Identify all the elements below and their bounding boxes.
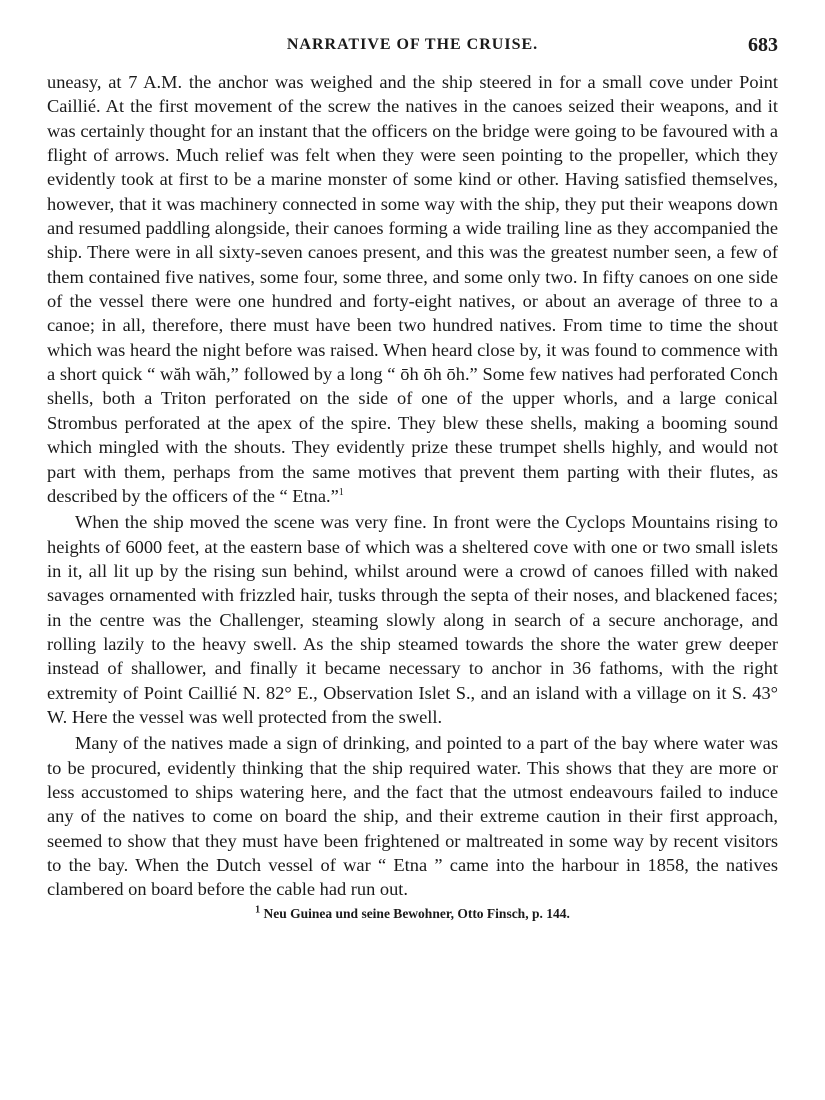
- paragraph-2: When the ship moved the scene was very fine. In front were the Cyclops Mountains rising to heights of 6000 feet, at the eastern base of which was a sheltered cove with one or two small islets in it, all lit up by the rising sun behind, whilst around were a crowd of canoes filled with naked savages ornamented with frizzled hair, tusks through the septa of their noses, and blackened faces; in the centre was the Challenger, steaming slowly along in search of a secure anchorage, and rolling lazily to the heavy swell. As the ship steamed towards the shore the water grew deeper instead of shallower, and finally it became necessary to anchor in 36 fathoms, with the right extremity of Point Caillié N. 82° E., Observation Islet S., and an island with a village on it S. 43° W. Here the vessel was well protected from the swell.: [47, 512, 778, 727]
- page-number: 683: [748, 34, 778, 56]
- footnote: [47, 906, 778, 922]
- body-text: [47, 70, 778, 902]
- paragraph-1: [47, 70, 778, 508]
- page-header: [47, 36, 778, 70]
- running-title: NARRATIVE OF THE CRUISE.: [286, 36, 539, 53]
- footnote-reference: 1: [338, 486, 344, 498]
- book-page: [47, 36, 778, 922]
- paragraph-3: Many of the natives made a sign of drinking, and pointed to a part of the bay where water was to be procured, evidently thinking that the ship required water. This shows that they are more or less accustomed to ships watering here, and the fact that the utmost endeavours failed to induce any of the natives to come on board the ship, and their extreme caution in their first approach, seemed to show that they must have been frightened or maltreated in some way by recent visitors to the bay. When the Dutch vessel of war “ Etna ” came into the harbour in 1858, the natives clambered on board before the cable had run out.: [47, 733, 778, 900]
- footnote-marker: 1: [255, 904, 261, 916]
- paragraph-1-text: uneasy, at 7 A.M. the anchor was weighed and the ship steered in for a small cove under Point Caillié. At the first movement of the screw the natives in the canoes seized their weapons, and it was certainly thought for an instant that the officers on the bridge were going to be favoured with a flight of arrows. Much relief was felt when they were seen pointing to the propeller, which they evidently took at first to be a marine monster of some kind or other. Having satisfied themselves, however, that it was machinery connected in some way with the ship, they put their weapons down and resumed paddling alongside, their canoes forming a wide trailing line as they accompanied the ship. There were in all sixty-seven canoes present, and this was the greatest number seen, a few of them contained five natives, some four, some three, and some only two. In fifty canoes on one side of the vessel there were one hundred and forty-eight natives, or about an average of three to a canoe; in all, therefore, there must have been two hundred natives. From time to time the shout which was heard the night before was raised. When heard close by, it was found to commence with a short quick “ wăh wăh,” followed by a long “ ōh ōh ōh.” Some few natives had perforated Conch shells, both a Triton perforated on the side of one of the upper whorls, and a large conical Strombus perforated at the apex of the spire. They blew these shells, making a booming sound which mingled with the shouts. They evidently prize these trumpet shells highly, and would not part with them, perhaps from the same motives that prevent them parting with their flutes, as described by the officers of the “ Etna.”: [47, 72, 778, 506]
- footnote-text: Neu Guinea und seine Bewohner, Otto Finsch, p. 144.: [263, 905, 570, 921]
